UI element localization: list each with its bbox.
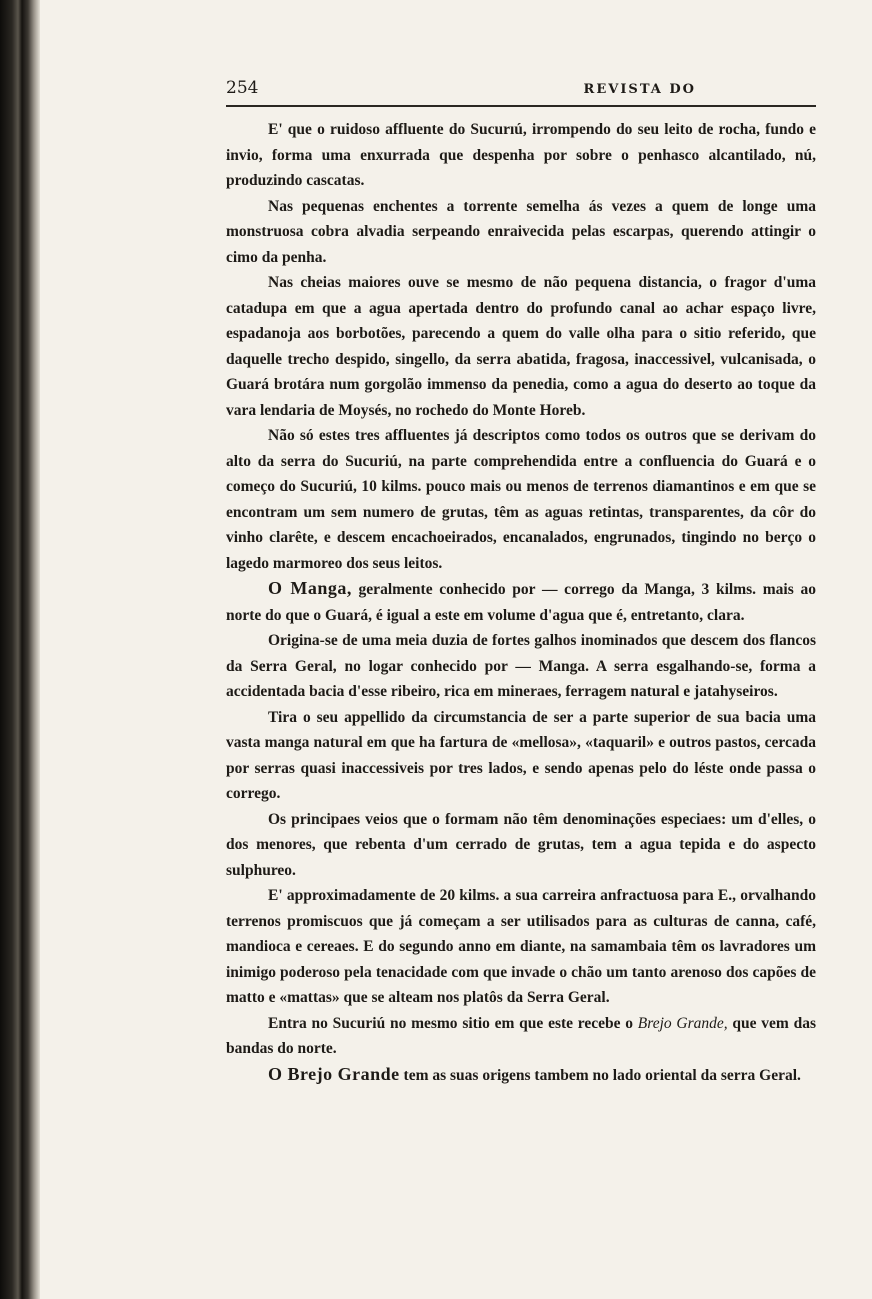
section-lead-in: O Brejo Grande — [268, 1063, 400, 1084]
page-header — [226, 78, 816, 107]
book-page — [226, 78, 816, 1088]
paragraph: Entra no Sucuriú no mesmo sitio em que este recebe o Brejo Grande, que vem das bandas do norte. — [226, 1014, 816, 1057]
italic-name: Brejo Grande, — [637, 1014, 728, 1032]
paragraph: O Brejo Grande tem as suas origens tambem no lado oriental da serra Geral. — [268, 1063, 801, 1084]
page-body — [226, 117, 816, 1088]
running-head: REVISTA DO — [583, 82, 696, 97]
paragraph: E' approximadamente de 20 kilms. a sua carreira anfractuosa para E., orvalhando terrenos promiscuos que já começam a ser utilisados para as culturas de canna, café, mandioca e cereaes. E do segundo anno em diante, na samambaia têm os lavradores um inimigo poderoso pela tenacidade com que invade o chão um tanto arenoso dos capões de matto e «mattas» que se alteam nos platôs da Serra Geral. — [226, 887, 816, 1006]
paragraph: Não só estes tres affluentes já descriptos como todos os outros que se derivam do alto da serra do Sucuriú, na parte comprehendida entre a confluencia do Guará e o começo do Sucuriú, 10 kilms. pouco mais ou menos de terrenos diamantinos e em que se encontram um sem numero de grutas, têm as aguas retintas, transparentes, da côr do vinho clarête, e descem encachoeirados, encanalados, engrunados, tingindo no berço o lagedo marmoreo dos seus leitos. — [226, 427, 816, 572]
paragraph: Nas cheias maiores ouve se mesmo de não pequena distancia, o fragor d'uma catadupa em que a agua apertada dentro do profundo canal ao achar espaço livre, espadanoja aos borbotões, parecendo a quem do valle olha para o sitio referido, que daquelle trecho despido, singello, da serra abatida, fragosa, inaccessivel, vulcanisada, o Guará brotára num gorgolão immenso da penedia, como a agua do deserto ao toque da vara lendaria de Moysés, no rochedo do Monte Horeb. — [226, 274, 816, 419]
book-binding-edge — [0, 0, 40, 1299]
paragraph: Origina-se de uma meia duzia de fortes galhos inominados que descem dos flancos da Serra Geral, no logar conhecido por — Manga. A serra esgalhando-se, forma a accidentada bacia d'esse ribeiro, rica em mineraes, ferragem natural e jatahyseiros. — [226, 632, 816, 700]
paragraph: Nas pequenas enchentes a torrente semelha ás vezes a quem de longe uma monstruosa cobra alvadia serpeando enraivecida pelas escarpas, querendo attingir o cimo da penha. — [226, 197, 816, 266]
paragraph: Tira o seu appellido da circumstancia de ser a parte superior de sua bacia uma vasta manga natural em que ha fartura de «mellosa», «taquaril» e outros pastos, cercada por serras quasi inaccessiveis por tres lados, e sendo apenas pelo do léste onde passa o corrego. — [226, 708, 816, 802]
paragraph: E' que o ruidoso affluente do Sucurıú, irrompendo do seu leito de rocha, fundo e invio, forma uma enxurrada que despenha por sobre o penhasco alcantilado, nú, produzindo cascatas. — [226, 121, 816, 189]
section-lead-in: O Manga, — [268, 578, 352, 598]
paragraph: Os principaes veios que o formam não têm denominações especiaes: um d'elles, o dos menores, que rebenta d'um cerrado de grutas, tem a agua tepida e do aspecto sulphureo. — [226, 810, 816, 879]
page-number: 254 — [226, 78, 259, 98]
paragraph: O Manga, geralmente conhecido por — corrego da Manga, 3 kilms. mais ao norte do que o Guará, é igual a este em volume d'agua que é, entretanto, clara. — [226, 578, 816, 624]
